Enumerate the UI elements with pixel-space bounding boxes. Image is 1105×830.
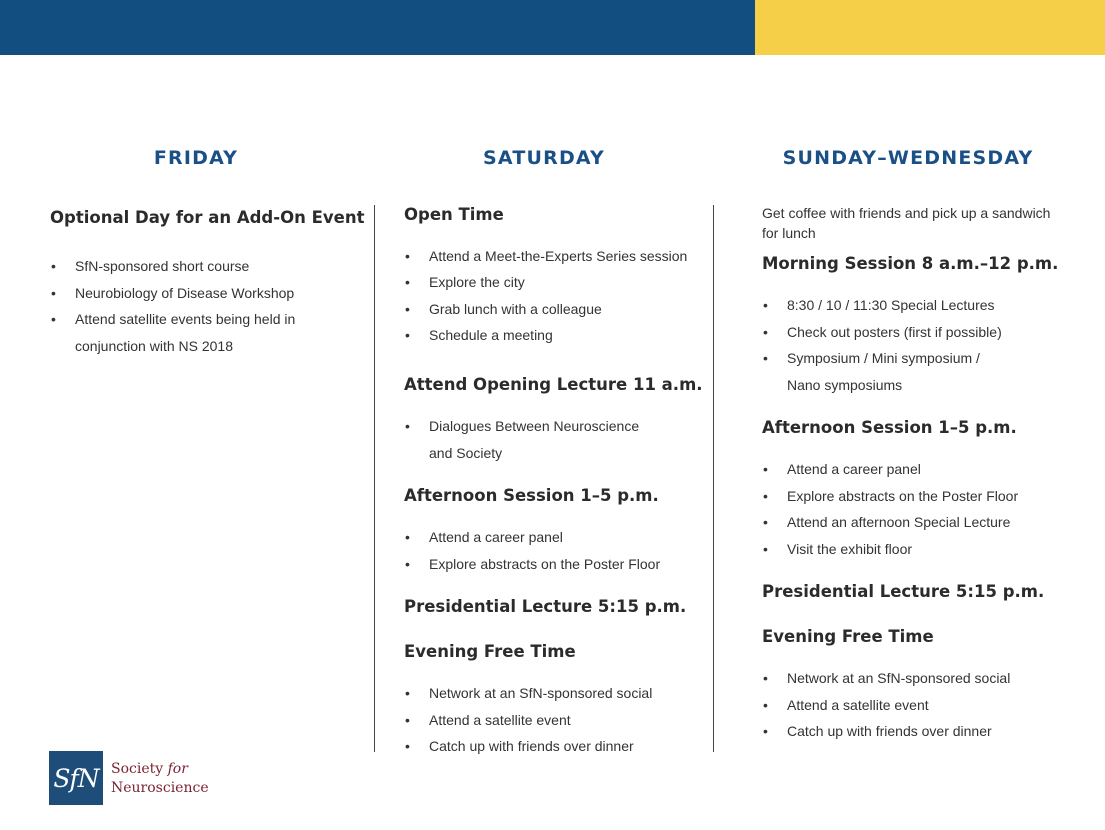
bullet-icon: • (51, 258, 56, 274)
sunday-intro-text: Get coffee with friends and pick up a sandwich for lunch (762, 205, 1051, 241)
list-item: • Attend satellite events being held in (51, 311, 296, 327)
list-item: • Symposium / Mini symposium / (763, 350, 980, 366)
saturday-evening-heading: Evening Free Time (404, 642, 576, 661)
saturday-afternoon-heading: Afternoon Session 1–5 p.m. (404, 486, 659, 505)
bullet-icon: • (405, 327, 410, 343)
bullet-icon: • (405, 738, 410, 754)
day-title-friday: FRIDAY (153, 147, 239, 169)
sunday-morning-heading: Morning Session 8 a.m.–12 p.m. (762, 254, 1059, 273)
list-item-continuation: Nano symposiums (787, 377, 903, 393)
bullet-icon: • (405, 556, 410, 572)
list-item: • Neurobiology of Disease Workshop (51, 285, 295, 301)
column-divider-right (713, 205, 714, 752)
list-item: • Catch up with friends over dinner (763, 723, 992, 739)
bullet-icon: • (51, 311, 56, 327)
bullet-icon: • (405, 529, 410, 545)
list-item: • Attend a career panel (763, 461, 921, 477)
list-item: • Attend a Meet-the-Experts Series session (405, 248, 688, 264)
bullet-icon: • (763, 697, 768, 713)
logo-word-for: for (167, 761, 188, 777)
friday-heading: Optional Day for an Add-On Event (50, 208, 365, 227)
logo-word-society: Society (111, 761, 164, 777)
bullet-icon: • (763, 350, 768, 366)
saturday-presidential-heading: Presidential Lecture 5:15 p.m. (404, 597, 687, 616)
header-bar-blue (0, 0, 755, 55)
list-item: • Attend a career panel (405, 529, 563, 545)
bullet-icon: • (763, 514, 768, 530)
list-item: • Attend an afternoon Special Lecture (763, 514, 1011, 530)
list-item: • Check out posters (first if possible) (763, 324, 1002, 340)
bullet-icon: • (405, 685, 410, 701)
bullet-icon: • (405, 712, 410, 728)
sunday-evening-heading: Evening Free Time (762, 627, 934, 646)
list-item: • Network at an SfN-sponsored social (763, 670, 1011, 686)
bullet-icon: • (763, 324, 768, 340)
list-item: • Catch up with friends over dinner (405, 738, 634, 754)
bullet-icon: • (405, 301, 410, 317)
list-item: • Attend a satellite event (405, 712, 571, 728)
list-item: • SfN-sponsored short course (51, 258, 250, 274)
saturday-open-time-heading: Open Time (404, 205, 504, 224)
sfn-logo-text (111, 760, 209, 798)
logo-word-neuroscience: Neuroscience (111, 780, 209, 796)
list-item: • 8:30 / 10 / 11:30 Special Lectures (763, 297, 995, 313)
list-item-continuation: conjunction with NS 2018 (75, 338, 233, 354)
saturday-opening-lecture-heading: Attend Opening Lecture 11 a.m. (404, 375, 703, 394)
bullet-icon: • (763, 488, 768, 504)
day-title-saturday: SATURDAY (483, 147, 605, 169)
sfn-logo-mark: SfN (49, 751, 103, 805)
day-title-sunday-wednesday: SUNDAY–WEDNESDAY (782, 147, 1034, 169)
list-item: • Explore abstracts on the Poster Floor (405, 556, 661, 572)
header-bar-yellow (755, 0, 1105, 55)
bullet-icon: • (405, 418, 410, 434)
list-item-continuation: and Society (429, 445, 503, 461)
bullet-icon: • (763, 541, 768, 557)
list-item: • Explore abstracts on the Poster Floor (763, 488, 1019, 504)
list-item: • Explore the city (405, 274, 525, 290)
sunday-presidential-heading: Presidential Lecture 5:15 p.m. (762, 582, 1045, 601)
bullet-icon: • (405, 274, 410, 290)
bullet-icon: • (51, 285, 56, 301)
list-item: • Visit the exhibit floor (763, 541, 913, 557)
column-divider-left (374, 205, 375, 752)
list-item: • Dialogues Between Neuroscience (405, 418, 640, 434)
bullet-icon: • (763, 297, 768, 313)
list-item: • Schedule a meeting (405, 327, 553, 343)
sunday-afternoon-heading: Afternoon Session 1–5 p.m. (762, 418, 1017, 437)
bullet-icon: • (763, 461, 768, 477)
bullet-icon: • (763, 670, 768, 686)
list-item: • Attend a satellite event (763, 697, 929, 713)
list-item: • Grab lunch with a colleague (405, 301, 602, 317)
bullet-icon: • (763, 723, 768, 739)
list-item: • Network at an SfN-sponsored social (405, 685, 653, 701)
bullet-icon: • (405, 248, 410, 264)
